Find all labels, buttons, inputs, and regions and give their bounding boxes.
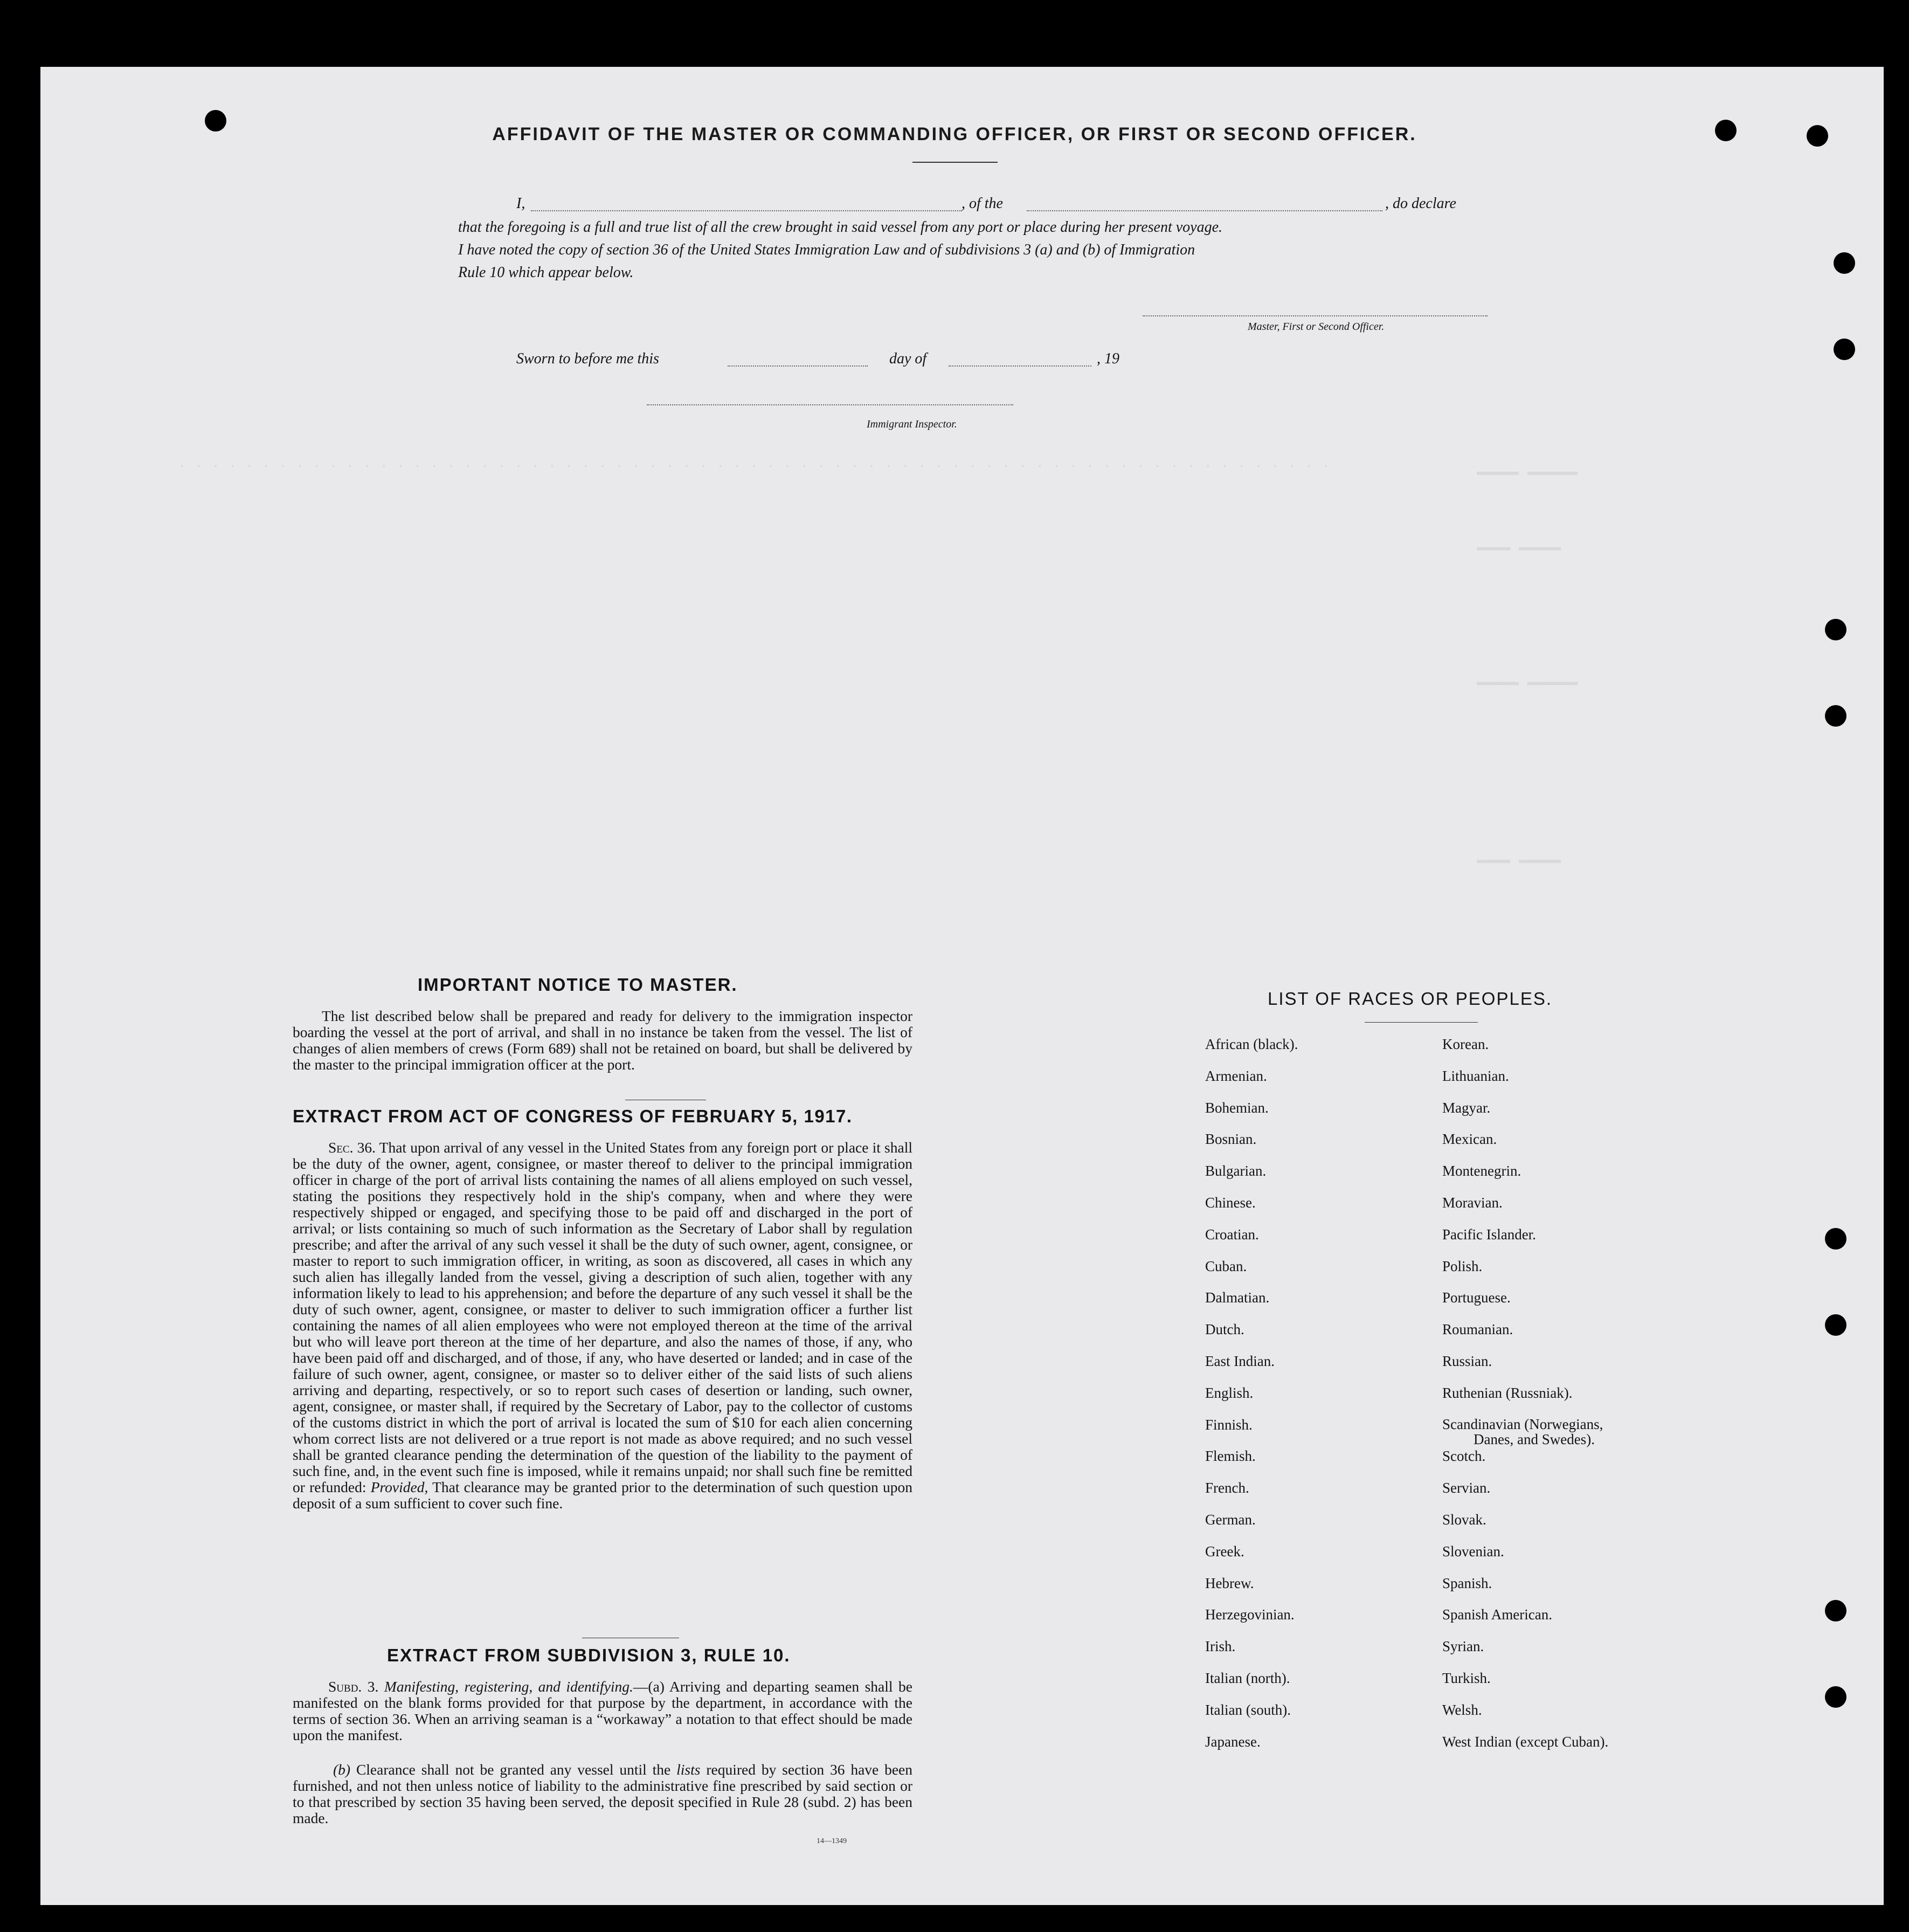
- rule-subd-label: Subd. 3.: [328, 1678, 379, 1695]
- bleed-through: ▬▬▬▬ ▬▬▬▬▬: [1477, 539, 1561, 555]
- affidavit-line-3: I have noted the copy of section 36 of the United States Immigration Law and of subdivisions 3 (a) and (b) of Immigration: [458, 242, 1195, 258]
- rule-b-text-1: Clearance shall not be granted any vessel until the: [356, 1761, 671, 1778]
- race-item: Dutch.: [1205, 1321, 1244, 1338]
- act-section-body: That upon arrival of any vessel in the United States from any foreign port or place it shall be the duty of the owner, agent, consignee, or master thereof to deliver to the principal immigration officer in charge of the port of arrival lists containing the names of all aliens employed on such vessel, stating the positions they respectively hold in the ship's company, when and where they were respectively shipped or engaged, and specifying those to be paid off and discharged in the port of arrival; or lists containing so much of such information as the Secretary of Labor shall by regulation prescribe; and after the arrival of any such vessel it shall be the duty of such owner, agent, consignee, or master to report to such immigration officer, in writing, as soon as discovered, all cases in which any such alien has illegally landed from the vessel, giving a description of such alien, together with any information likely to lead to his apprehension; and before the departure of any such vessel it shall be the duty of such owner, agent, consignee, or master to deliver to such immigration officer a further list containing the names of all alien employees who were not employed thereon at the time of the arrival but who will leave port thereon at the time of her departure, and also the names of those, if any, who have been paid off and discharged, and of those, if any, who have deserted or landed; and in case of the failure of such owner, agent, consignee, or master so to deliver either of the said lists of such aliens arriving and departing, respectively, or so to report such cases of desertion or landing, such owner, agent, consignee, or master shall, if required by the Secretary of Labor, pay to the collector of customs of the customs district in which the port of arrival is located the sum of $10 for each alien concerning whom correct lists are not delivered or a true report is not made as above required; and no such vessel shall be granted clearance pending the determination of the question of the liability to the payment of such fine, and, in the event such fine is imposed, while it remains unpaid; nor shall such fine be remitted or refunded:: [293, 1139, 912, 1495]
- race-item: Croatian.: [1205, 1226, 1259, 1243]
- race-item: Mexican.: [1442, 1131, 1497, 1148]
- sworn-day-line[interactable]: [728, 365, 868, 367]
- race-item: Spanish American.: [1442, 1606, 1552, 1623]
- affidavit-line-4: Rule 10 which appear below.: [458, 264, 634, 281]
- race-item: Ruthenian (Russniak).: [1442, 1384, 1573, 1401]
- race-item: [1442, 1417, 1608, 1448]
- races-list-right: [1442, 1036, 1608, 1765]
- race-item: Japanese.: [1205, 1733, 1261, 1750]
- name-field-line[interactable]: [531, 210, 962, 211]
- race-item: Moravian.: [1442, 1194, 1503, 1211]
- sworn-text: Sworn to before me this: [516, 350, 659, 367]
- race-item: Magyar.: [1442, 1099, 1491, 1116]
- rule-text-a: [293, 1679, 912, 1743]
- rule-subd-title: Manifesting, registering, and identifying.: [384, 1678, 633, 1695]
- race-item: Russian.: [1442, 1353, 1492, 1369]
- punch-hole: [1825, 1600, 1846, 1622]
- vessel-field-line[interactable]: [1027, 210, 1382, 211]
- race-item: African (black).: [1205, 1036, 1298, 1052]
- sworn-day-of: day of: [889, 350, 927, 367]
- act-section-end: That clearance may be granted prior to the determination of such question upon deposit of a sum sufficient to cover such fine.: [293, 1479, 912, 1512]
- punch-hole: [1825, 1314, 1846, 1336]
- race-item: German.: [1205, 1511, 1256, 1528]
- rule-subd-a: —(a) Arriving and departing seamen shall be manifested on the blank forms provided for that purpose by the department, in accordance with the terms of section 36. When an arriving seaman is a “workaway” a notation to that effect should be made upon the manifest.: [293, 1678, 912, 1743]
- race-item: Cuban.: [1205, 1258, 1247, 1274]
- inspector-signature-line[interactable]: [647, 404, 1013, 405]
- rule-b-lists: lists: [676, 1761, 701, 1778]
- notice-text: The list described below shall be prepared and ready for delivery to the immigration inspector boarding the vessel at the port of arrival, and shall in no instance be taken from the vessel. The list of changes of alien members of crews (Form 689) shall not be retained on board, but shall be delivered by the master to the principal immigration officer at the port.: [293, 1008, 912, 1073]
- rule-heading: EXTRACT FROM SUBDIVISION 3, RULE 10.: [387, 1645, 791, 1665]
- race-item: Italian (north).: [1205, 1669, 1290, 1686]
- punch-hole: [1825, 619, 1846, 640]
- race-item: Polish.: [1442, 1258, 1483, 1274]
- race-item: Italian (south).: [1205, 1701, 1291, 1718]
- race-item: Turkish.: [1442, 1669, 1491, 1686]
- race-item: Welsh.: [1442, 1701, 1482, 1718]
- race-item: Flemish.: [1205, 1448, 1256, 1465]
- inspector-caption: Immigrant Inspector.: [867, 418, 957, 430]
- race-item: Herzegovinian.: [1205, 1606, 1295, 1623]
- affidavit-line-1: [516, 195, 525, 212]
- affidavit-i: I,: [516, 195, 525, 212]
- race-item: Bosnian.: [1205, 1131, 1257, 1148]
- race-item: Montenegrin.: [1442, 1163, 1521, 1179]
- race-item-line: Scandinavian (Norwegians,: [1442, 1416, 1603, 1432]
- bleed-through: ▬▬▬▬▬ ▬▬▬▬▬▬: [1477, 464, 1578, 480]
- race-item: Roumanian.: [1442, 1321, 1513, 1338]
- race-item: West Indian (except Cuban).: [1442, 1733, 1609, 1750]
- affidavit-of-the: , of the: [962, 195, 1003, 212]
- race-item: Portuguese.: [1442, 1289, 1511, 1306]
- race-item: Korean.: [1442, 1036, 1489, 1052]
- race-item: Syrian.: [1442, 1638, 1484, 1655]
- master-signature-caption: Master, First or Second Officer.: [1248, 321, 1385, 333]
- races-list-left: [1205, 1036, 1298, 1765]
- race-item: Greek.: [1205, 1543, 1244, 1560]
- race-item-line: Danes, and Swedes).: [1474, 1431, 1595, 1447]
- rule-text-b: [293, 1762, 912, 1826]
- race-item: Hebrew.: [1205, 1575, 1254, 1591]
- race-item: Irish.: [1205, 1638, 1236, 1655]
- divider: [912, 162, 998, 163]
- bleed-through: · · · · · · · · · · · · · · · · · · · · · · · · · · · · · · · · · · · · · · · · · · · · · · · · · · · · · · · · · · · · · · · · · · · · ·: [178, 458, 1330, 474]
- divider: [1365, 1022, 1478, 1023]
- act-text: [293, 1140, 912, 1512]
- race-item: French.: [1205, 1480, 1249, 1496]
- race-item: Bulgarian.: [1205, 1163, 1267, 1179]
- race-item: Scotch.: [1442, 1448, 1486, 1465]
- notice-heading: IMPORTANT NOTICE TO MASTER.: [418, 975, 738, 995]
- sworn-month-line[interactable]: [949, 365, 1091, 367]
- race-item: Slovak.: [1442, 1511, 1486, 1528]
- race-item: Bohemian.: [1205, 1099, 1269, 1116]
- act-section-label: Sec. 36.: [328, 1139, 376, 1156]
- bleed-through: ▬▬▬▬▬ ▬▬▬▬▬▬: [1477, 674, 1578, 690]
- rule-b-label: (b): [333, 1761, 351, 1778]
- race-item: Spanish.: [1442, 1575, 1492, 1591]
- race-item: East Indian.: [1205, 1353, 1275, 1369]
- race-item: Finnish.: [1205, 1416, 1253, 1433]
- master-signature-line[interactable]: [1143, 315, 1488, 316]
- affidavit-title: AFFIDAVIT OF THE MASTER OR COMMANDING OFFICER, OR FIRST OR SECOND OFFICER.: [492, 124, 1417, 144]
- act-provided: Provided,: [370, 1479, 428, 1495]
- race-item: Lithuanian.: [1442, 1067, 1509, 1084]
- race-item: Servian.: [1442, 1480, 1491, 1496]
- races-heading: LIST OF RACES OR PEOPLES.: [1268, 989, 1553, 1009]
- race-item: Slovenian.: [1442, 1543, 1504, 1560]
- affidavit-line-2: that the foregoing is a full and true list of all the crew brought in said vessel from any port or place during her present voyage.: [458, 219, 1223, 236]
- race-item: English.: [1205, 1384, 1254, 1401]
- race-item: Pacific Islander.: [1442, 1226, 1536, 1243]
- bleed-through: ▬▬▬▬ ▬▬▬▬▬: [1477, 852, 1561, 868]
- race-item: Dalmatian.: [1205, 1289, 1270, 1306]
- form-number: 14—1349: [817, 1837, 847, 1845]
- act-heading: EXTRACT FROM ACT OF CONGRESS OF FEBRUARY 5, 1917.: [293, 1106, 853, 1126]
- race-item: Armenian.: [1205, 1067, 1267, 1084]
- sworn-year: , 19: [1097, 350, 1119, 367]
- punch-hole: [1825, 705, 1846, 727]
- punch-hole: [1834, 252, 1855, 274]
- punch-hole: [1834, 339, 1855, 360]
- punch-hole: [1825, 1228, 1846, 1250]
- race-item: Chinese.: [1205, 1194, 1256, 1211]
- punch-hole: [1825, 1686, 1846, 1708]
- affidavit-do-declare: , do declare: [1385, 195, 1456, 212]
- rule-b-text-2: required by section 36 have been furnished, and not then unless notice of liability to the administrative fine prescribed by said section or to that prescribed by section 35 having been served, the deposit specified in Rule 28 (subd. 2) has been made.: [293, 1761, 913, 1826]
